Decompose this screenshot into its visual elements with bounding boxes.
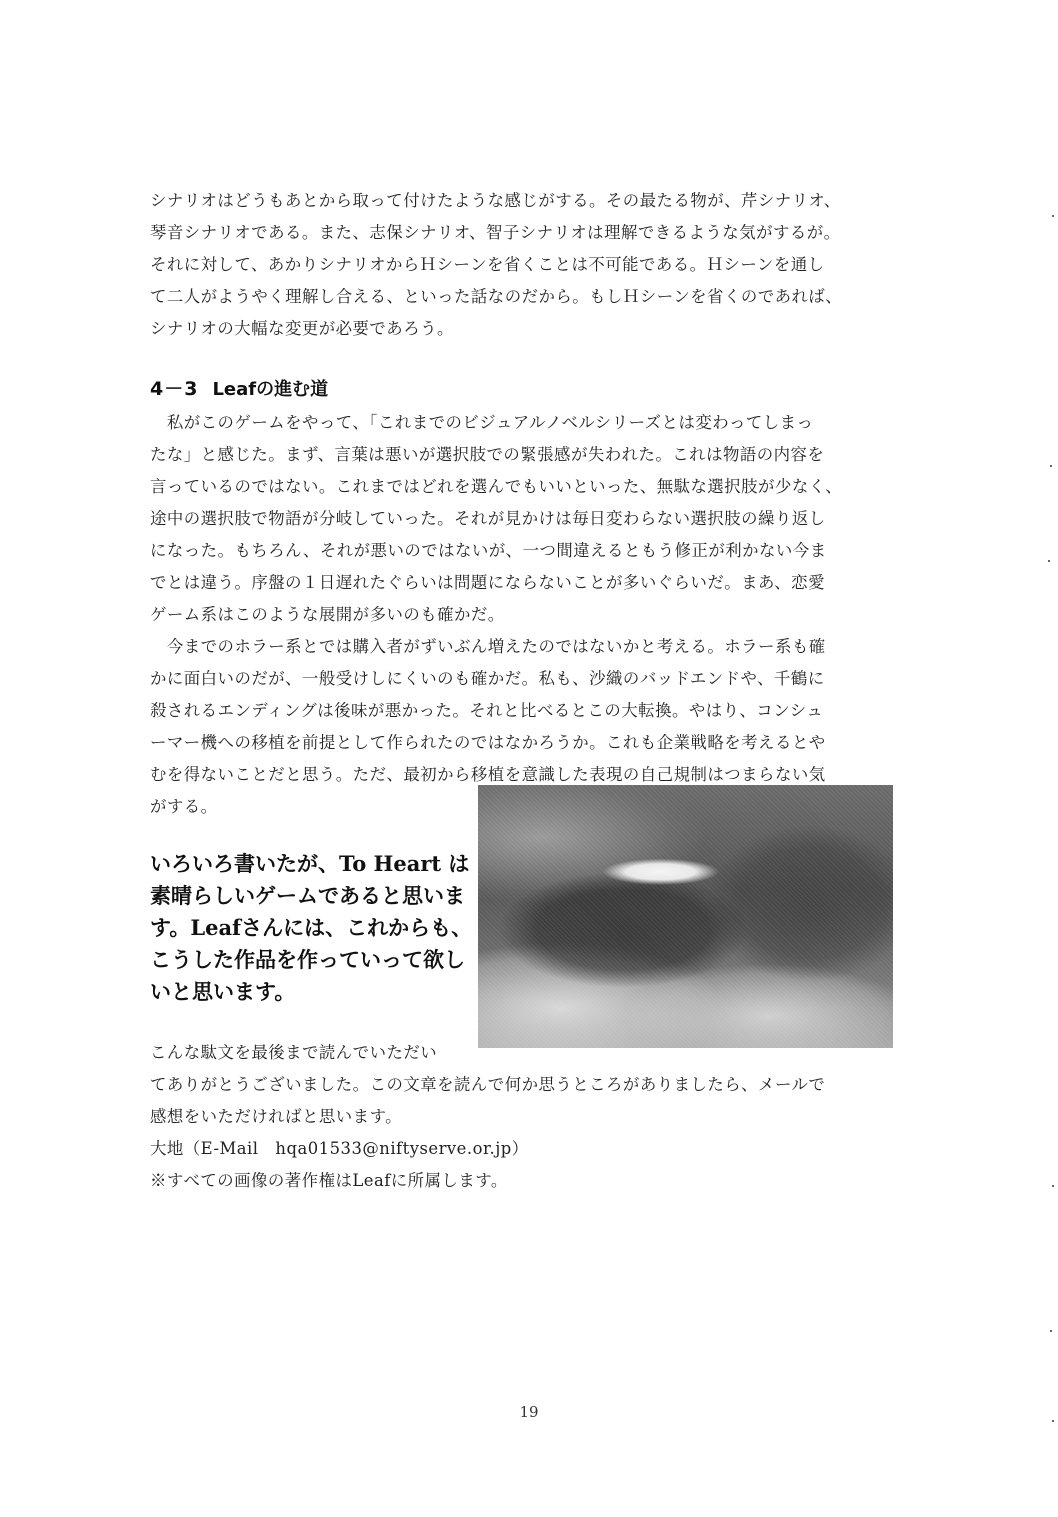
scan-speck xyxy=(1052,1420,1054,1422)
paragraph-2-line: でとは違う。序盤の１日遅れたぐらいは問題にならないことが多いぐらいだ。まあ、恋愛 xyxy=(150,573,825,592)
closing-line: てありがとうございました。この文章を読んで何か思うところがありましたら、メールで xyxy=(150,1075,826,1094)
paragraph-1-line: それに対して、あかりシナリオからＨシーンを省くことは不可能である。Ｈシーンを通し xyxy=(150,255,825,274)
copyright-note: ※すべての画像の著作権はLeafに所属します。 xyxy=(150,1171,508,1190)
scan-speck xyxy=(1052,1185,1054,1187)
callout-line: いろいろ書いたが、To Heart は xyxy=(150,851,470,876)
callout-line: す。Leafさんには、これからも、 xyxy=(150,915,473,940)
paragraph-3-line: 今までのホラー系とでは購入者がずいぶん増えたのではないかと考える。ホラー系も確 xyxy=(150,637,826,656)
section-heading xyxy=(150,377,328,402)
paragraph-2-line: 言っているのではない。これまではどれを選んでもいいといった、無駄な選択肢が少なく、 xyxy=(150,477,843,496)
paragraph-3-line: かに面白いのだが、一般受けしにくいのも確かだ。私も、沙織のバッドエンドや、千鶴に xyxy=(150,669,825,688)
paragraph-1-line: シナリオの大幅な変更が必要であろう。 xyxy=(150,319,454,338)
paragraph-3-line: 殺されるエンディングは後味が悪かった。それと比べるとこの大転換。やはり、コンシュ xyxy=(150,701,824,720)
paragraph-2-line: たな」と感じた。まず、言葉は悪いが選択肢での緊張感が失われた。これは物語の内容を xyxy=(150,445,825,464)
scan-speck xyxy=(1048,560,1050,562)
game-screenshot-image xyxy=(478,785,893,1048)
paragraph-3-line: ーマー機への移植を前提として作られたのではなかろうか。これも企業戦略を考えるとや xyxy=(150,733,826,752)
scan-speck xyxy=(1050,465,1052,467)
page-number: 19 xyxy=(519,1403,539,1421)
section-number: 4－3 xyxy=(150,378,199,400)
paragraph-3-line: がする。 xyxy=(150,797,218,816)
paragraph-2-line: 私がこのゲームをやって、「これまでのビジュアルノベルシリーズとは変わってしまっ xyxy=(150,413,814,432)
paragraph-2-line: ゲーム系はこのような展開が多いのも確かだ。 xyxy=(150,605,505,624)
scan-speck xyxy=(1052,215,1054,217)
paragraph-1-line: 琴音シナリオである。また、志保シナリオ、智子シナリオは理解できるような気がするが。 xyxy=(150,223,841,242)
paragraph-1-line: シナリオはどうもあとから取って付けたような感じがする。その最たる物が、芹シナリオ、 xyxy=(150,191,841,210)
author-contact: 大地（E-Mail hqa01533@niftyserve.or.jp） xyxy=(150,1139,529,1158)
paragraph-1-line: て二人がようやく理解し合える、といった話なのだから。もしＨシーンを省くのであれば、 xyxy=(150,287,843,306)
callout-line: いと思います。 xyxy=(150,979,296,1004)
callout-line: 素晴らしいゲームであると思いま xyxy=(150,883,465,908)
paragraph-2-line: 途中の選択肢で物語が分岐していった。それが見かけは毎日変わらない選択肢の繰り返し xyxy=(150,509,826,528)
closing-line: こんな駄文を最後まで読んでいただい xyxy=(150,1043,438,1062)
scan-speck xyxy=(1050,1330,1052,1332)
callout-line: こうした作品を作っていって欲し xyxy=(150,947,465,972)
paragraph-3-line: むを得ないことだと思う。ただ、最初から移植を意識した表現の自己規制はつまらない気 xyxy=(150,765,826,784)
paragraph-2-line: になった。もちろん、それが悪いのではないが、一つ間違えるともう修正が利かない今ま xyxy=(150,541,827,560)
closing-line: 感想をいただければと思います。 xyxy=(150,1107,403,1126)
section-title: Leafの進む道 xyxy=(212,379,329,400)
